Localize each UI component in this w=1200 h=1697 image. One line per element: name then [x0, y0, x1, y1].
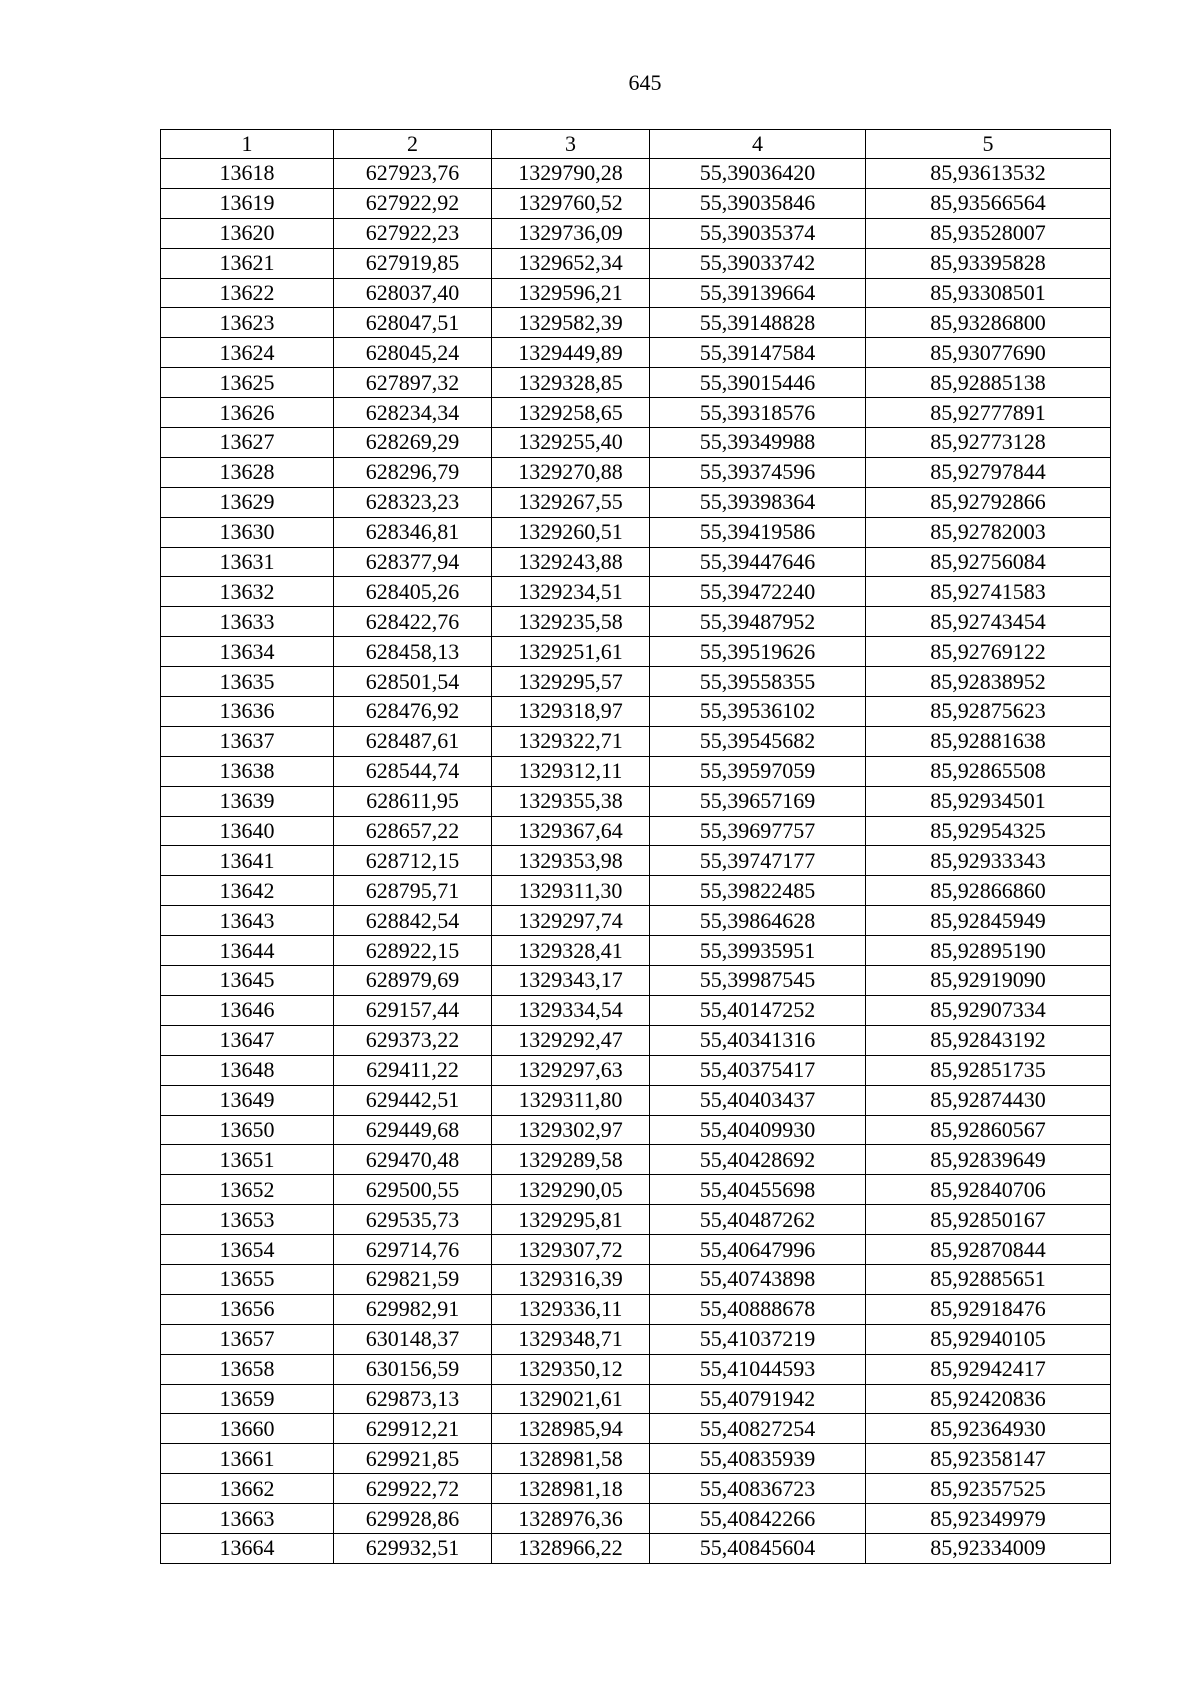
table-cell: 1329295,81 — [492, 1205, 650, 1235]
table-cell: 13650 — [161, 1115, 334, 1145]
table-cell: 13620 — [161, 218, 334, 248]
table-cell: 85,92919090 — [866, 966, 1111, 996]
table-cell: 629449,68 — [334, 1115, 492, 1145]
table-cell: 1329790,28 — [492, 159, 650, 189]
table-cell: 13645 — [161, 966, 334, 996]
table-row — [161, 1354, 1111, 1384]
table-cell: 629928,86 — [334, 1504, 492, 1534]
table-cell: 85,92874430 — [866, 1085, 1111, 1115]
table-cell: 1329311,80 — [492, 1085, 650, 1115]
table-cell: 85,92933343 — [866, 846, 1111, 876]
table-cell: 85,93077690 — [866, 338, 1111, 368]
table-cell: 85,92885138 — [866, 368, 1111, 398]
table-cell: 55,39597059 — [650, 756, 866, 786]
table-row — [161, 966, 1111, 996]
table-cell: 627897,32 — [334, 368, 492, 398]
table-row — [161, 547, 1111, 577]
table-cell: 1329336,11 — [492, 1294, 650, 1324]
table-cell: 85,92839649 — [866, 1145, 1111, 1175]
table-cell: 55,39864628 — [650, 906, 866, 936]
table-cell: 13664 — [161, 1533, 334, 1563]
table-cell: 1329343,17 — [492, 966, 650, 996]
table-row — [161, 1235, 1111, 1265]
table-row — [161, 995, 1111, 1025]
column-header: 3 — [492, 130, 650, 159]
table-cell: 1329243,88 — [492, 547, 650, 577]
table-cell: 55,40827254 — [650, 1414, 866, 1444]
table-cell: 85,93395828 — [866, 248, 1111, 278]
table-cell: 1329355,38 — [492, 786, 650, 816]
column-header: 4 — [650, 130, 866, 159]
table-cell: 85,92420836 — [866, 1384, 1111, 1414]
table-cell: 55,39657169 — [650, 786, 866, 816]
table-cell: 85,92741583 — [866, 577, 1111, 607]
table-cell: 85,92838952 — [866, 667, 1111, 697]
table-cell: 55,40455698 — [650, 1175, 866, 1205]
table-cell: 628047,51 — [334, 308, 492, 338]
table-cell: 1328966,22 — [492, 1533, 650, 1563]
table-cell: 1329318,97 — [492, 697, 650, 727]
table-cell: 85,92870844 — [866, 1235, 1111, 1265]
table-cell: 55,39398364 — [650, 487, 866, 517]
table-cell: 13651 — [161, 1145, 334, 1175]
table-cell: 1329760,52 — [492, 188, 650, 218]
table-cell: 629912,21 — [334, 1414, 492, 1444]
table-cell: 13654 — [161, 1235, 334, 1265]
table-row — [161, 188, 1111, 218]
table-cell: 85,92792866 — [866, 487, 1111, 517]
table-cell: 13634 — [161, 637, 334, 667]
table-cell: 13621 — [161, 248, 334, 278]
table-cell: 628487,61 — [334, 726, 492, 756]
table-cell: 55,39033742 — [650, 248, 866, 278]
table-cell: 85,93286800 — [866, 308, 1111, 338]
table-cell: 85,92334009 — [866, 1533, 1111, 1563]
table-cell: 629500,55 — [334, 1175, 492, 1205]
table-cell: 55,39349988 — [650, 428, 866, 458]
table-cell: 629932,51 — [334, 1533, 492, 1563]
table-cell: 1329328,41 — [492, 936, 650, 966]
table-cell: 13628 — [161, 457, 334, 487]
table-cell: 13625 — [161, 368, 334, 398]
table-cell: 629921,85 — [334, 1444, 492, 1474]
table-cell: 627922,92 — [334, 188, 492, 218]
table-row — [161, 697, 1111, 727]
table-cell: 55,39036420 — [650, 159, 866, 189]
table-row — [161, 816, 1111, 846]
table-cell: 1329290,05 — [492, 1175, 650, 1205]
table-row — [161, 159, 1111, 189]
table-cell: 1329251,61 — [492, 637, 650, 667]
table-cell: 55,39697757 — [650, 816, 866, 846]
table-cell: 85,92850167 — [866, 1205, 1111, 1235]
table-row — [161, 1384, 1111, 1414]
coordinates-table — [160, 129, 1111, 1564]
table-cell: 85,92769122 — [866, 637, 1111, 667]
table-cell: 13629 — [161, 487, 334, 517]
table-cell: 13643 — [161, 906, 334, 936]
table-cell: 85,92845949 — [866, 906, 1111, 936]
table-cell: 13641 — [161, 846, 334, 876]
table-row — [161, 1025, 1111, 1055]
table-cell: 1329582,39 — [492, 308, 650, 338]
table-cell: 1328976,36 — [492, 1504, 650, 1534]
table-cell: 13638 — [161, 756, 334, 786]
table-row — [161, 218, 1111, 248]
table-cell: 85,92885651 — [866, 1264, 1111, 1294]
table-cell: 1329328,85 — [492, 368, 650, 398]
table-row — [161, 637, 1111, 667]
table-cell: 55,39987545 — [650, 966, 866, 996]
table-row — [161, 667, 1111, 697]
table-cell: 628544,74 — [334, 756, 492, 786]
table-row — [161, 278, 1111, 308]
table-cell: 628346,81 — [334, 517, 492, 547]
table-cell: 1329258,65 — [492, 398, 650, 428]
table-row — [161, 1533, 1111, 1563]
table-cell: 55,39447646 — [650, 547, 866, 577]
table-cell: 628712,15 — [334, 846, 492, 876]
table-cell: 13630 — [161, 517, 334, 547]
table-cell: 13642 — [161, 876, 334, 906]
table-cell: 13637 — [161, 726, 334, 756]
table-cell: 85,92881638 — [866, 726, 1111, 756]
table-cell: 85,93613532 — [866, 159, 1111, 189]
table-cell: 1329235,58 — [492, 607, 650, 637]
header-row — [161, 130, 1111, 159]
table-cell: 13659 — [161, 1384, 334, 1414]
table-cell: 1329311,30 — [492, 876, 650, 906]
table-cell: 55,41037219 — [650, 1324, 866, 1354]
table-cell: 13648 — [161, 1055, 334, 1085]
table-cell: 1329297,63 — [492, 1055, 650, 1085]
table-cell: 629373,22 — [334, 1025, 492, 1055]
table-row — [161, 398, 1111, 428]
table-cell: 85,92777891 — [866, 398, 1111, 428]
table-cell: 85,92364930 — [866, 1414, 1111, 1444]
table-cell: 628842,54 — [334, 906, 492, 936]
table-cell: 55,39519626 — [650, 637, 866, 667]
table-row — [161, 487, 1111, 517]
table-row — [161, 1175, 1111, 1205]
table-cell: 13661 — [161, 1444, 334, 1474]
table-cell: 13644 — [161, 936, 334, 966]
table-cell: 55,39148828 — [650, 308, 866, 338]
table-cell: 1329234,51 — [492, 577, 650, 607]
table-row — [161, 577, 1111, 607]
table-cell: 55,39487952 — [650, 607, 866, 637]
table-cell: 13619 — [161, 188, 334, 218]
table-cell: 1329270,88 — [492, 457, 650, 487]
table-cell: 628045,24 — [334, 338, 492, 368]
table-cell: 628611,95 — [334, 786, 492, 816]
table-cell: 85,92866860 — [866, 876, 1111, 906]
table-cell: 85,92773128 — [866, 428, 1111, 458]
table-cell: 55,39035374 — [650, 218, 866, 248]
table-cell: 630156,59 — [334, 1354, 492, 1384]
table-row — [161, 338, 1111, 368]
table-cell: 55,39935951 — [650, 936, 866, 966]
table-cell: 628234,34 — [334, 398, 492, 428]
table-cell: 629442,51 — [334, 1085, 492, 1115]
table-cell: 55,40487262 — [650, 1205, 866, 1235]
table-cell: 1328981,18 — [492, 1474, 650, 1504]
table-cell: 629873,13 — [334, 1384, 492, 1414]
table-cell: 85,92743454 — [866, 607, 1111, 637]
table-row — [161, 1115, 1111, 1145]
table-cell: 13649 — [161, 1085, 334, 1115]
table-cell: 85,92797844 — [866, 457, 1111, 487]
table-row — [161, 428, 1111, 458]
table-cell: 1329021,61 — [492, 1384, 650, 1414]
table-cell: 55,40836723 — [650, 1474, 866, 1504]
table-cell: 55,40845604 — [650, 1533, 866, 1563]
table-cell: 85,92940105 — [866, 1324, 1111, 1354]
table-cell: 55,40835939 — [650, 1444, 866, 1474]
table-cell: 55,40842266 — [650, 1504, 866, 1534]
table-cell: 13663 — [161, 1504, 334, 1534]
table-cell: 55,40403437 — [650, 1085, 866, 1115]
table-cell: 85,92756084 — [866, 547, 1111, 577]
table-cell: 630148,37 — [334, 1324, 492, 1354]
table-cell: 85,92918476 — [866, 1294, 1111, 1324]
column-header: 1 — [161, 130, 334, 159]
table-cell: 13656 — [161, 1294, 334, 1324]
table-cell: 13646 — [161, 995, 334, 1025]
table-cell: 13652 — [161, 1175, 334, 1205]
table-row — [161, 1414, 1111, 1444]
page-number: 645 — [628, 70, 662, 95]
table-cell: 1329322,71 — [492, 726, 650, 756]
table-row — [161, 1085, 1111, 1115]
table-cell: 13627 — [161, 428, 334, 458]
table-cell: 85,93566564 — [866, 188, 1111, 218]
table-cell: 1329260,51 — [492, 517, 650, 547]
table-cell: 55,40791942 — [650, 1384, 866, 1414]
table-cell: 629821,59 — [334, 1264, 492, 1294]
table-cell: 13636 — [161, 697, 334, 727]
table-cell: 13631 — [161, 547, 334, 577]
table-cell: 85,92357525 — [866, 1474, 1111, 1504]
table-cell: 85,92942417 — [866, 1354, 1111, 1384]
table-row — [161, 1055, 1111, 1085]
table-cell: 13647 — [161, 1025, 334, 1055]
table-row — [161, 876, 1111, 906]
table-cell: 55,39822485 — [650, 876, 866, 906]
table-cell: 55,40375417 — [650, 1055, 866, 1085]
table-row — [161, 1474, 1111, 1504]
table-row — [161, 1294, 1111, 1324]
table-cell: 1328981,58 — [492, 1444, 650, 1474]
table-row — [161, 1324, 1111, 1354]
table-cell: 627919,85 — [334, 248, 492, 278]
table-cell: 13639 — [161, 786, 334, 816]
table-cell: 1329348,71 — [492, 1324, 650, 1354]
table-row — [161, 368, 1111, 398]
table-cell: 1329312,11 — [492, 756, 650, 786]
table-cell: 55,39015446 — [650, 368, 866, 398]
table-cell: 55,40147252 — [650, 995, 866, 1025]
table-cell: 1329267,55 — [492, 487, 650, 517]
table-row — [161, 1444, 1111, 1474]
table-cell: 629535,73 — [334, 1205, 492, 1235]
table-cell: 13624 — [161, 338, 334, 368]
table-cell: 627923,76 — [334, 159, 492, 189]
table-cell: 85,92843192 — [866, 1025, 1111, 1055]
table-row — [161, 726, 1111, 756]
table-row — [161, 906, 1111, 936]
table-cell: 13632 — [161, 577, 334, 607]
table-cell: 1329367,64 — [492, 816, 650, 846]
table-row — [161, 607, 1111, 637]
table-cell: 13653 — [161, 1205, 334, 1235]
table-cell: 628269,29 — [334, 428, 492, 458]
table-cell: 628296,79 — [334, 457, 492, 487]
table-cell: 629157,44 — [334, 995, 492, 1025]
table-cell: 13658 — [161, 1354, 334, 1384]
table-cell: 85,92954325 — [866, 816, 1111, 846]
table-row — [161, 517, 1111, 547]
table-cell: 13640 — [161, 816, 334, 846]
table-cell: 1329596,21 — [492, 278, 650, 308]
table-body — [161, 130, 1111, 1564]
table-row — [161, 1205, 1111, 1235]
table-row — [161, 786, 1111, 816]
table-cell: 55,40409930 — [650, 1115, 866, 1145]
table-cell: 629411,22 — [334, 1055, 492, 1085]
table-cell: 1329334,54 — [492, 995, 650, 1025]
table-cell: 85,92840706 — [866, 1175, 1111, 1205]
table-cell: 1329350,12 — [492, 1354, 650, 1384]
column-header: 2 — [334, 130, 492, 159]
table-cell: 1329289,58 — [492, 1145, 650, 1175]
table-cell: 55,39472240 — [650, 577, 866, 607]
table-cell: 628657,22 — [334, 816, 492, 846]
table-cell: 628422,76 — [334, 607, 492, 637]
table-cell: 629922,72 — [334, 1474, 492, 1504]
table-cell: 85,92934501 — [866, 786, 1111, 816]
table-cell: 85,92907334 — [866, 995, 1111, 1025]
table-cell: 55,40888678 — [650, 1294, 866, 1324]
table-cell: 628458,13 — [334, 637, 492, 667]
table-cell: 13657 — [161, 1324, 334, 1354]
table-cell: 628979,69 — [334, 966, 492, 996]
table-cell: 85,92349979 — [866, 1504, 1111, 1534]
table-cell: 55,40428692 — [650, 1145, 866, 1175]
table-row — [161, 936, 1111, 966]
table-row — [161, 1145, 1111, 1175]
table-cell: 85,92358147 — [866, 1444, 1111, 1474]
table-cell: 628795,71 — [334, 876, 492, 906]
table-cell: 1329316,39 — [492, 1264, 650, 1294]
table-row — [161, 457, 1111, 487]
table-cell: 13662 — [161, 1474, 334, 1504]
table-cell: 85,92851735 — [866, 1055, 1111, 1085]
table-row — [161, 248, 1111, 278]
table-cell: 1328985,94 — [492, 1414, 650, 1444]
table-cell: 628405,26 — [334, 577, 492, 607]
table-cell: 55,40647996 — [650, 1235, 866, 1265]
table-cell: 1329302,97 — [492, 1115, 650, 1145]
table-cell: 55,39374596 — [650, 457, 866, 487]
table-cell: 55,39558355 — [650, 667, 866, 697]
table-cell: 1329652,34 — [492, 248, 650, 278]
column-header: 5 — [866, 130, 1111, 159]
table-cell: 628476,92 — [334, 697, 492, 727]
table-cell: 13618 — [161, 159, 334, 189]
table-cell: 629470,48 — [334, 1145, 492, 1175]
table-cell: 55,39035846 — [650, 188, 866, 218]
table-cell: 13635 — [161, 667, 334, 697]
table-cell: 85,93528007 — [866, 218, 1111, 248]
table-row — [161, 308, 1111, 338]
table-cell: 1329295,57 — [492, 667, 650, 697]
table-row — [161, 846, 1111, 876]
table-cell: 55,39545682 — [650, 726, 866, 756]
table-cell: 85,92875623 — [866, 697, 1111, 727]
table-cell: 85,93308501 — [866, 278, 1111, 308]
table-cell: 85,92782003 — [866, 517, 1111, 547]
table-cell: 628323,23 — [334, 487, 492, 517]
table-cell: 627922,23 — [334, 218, 492, 248]
table-cell: 85,92860567 — [866, 1115, 1111, 1145]
table-cell: 13655 — [161, 1264, 334, 1294]
table-cell: 55,39747177 — [650, 846, 866, 876]
table-cell: 1329297,74 — [492, 906, 650, 936]
table-cell: 1329255,40 — [492, 428, 650, 458]
table-cell: 1329307,72 — [492, 1235, 650, 1265]
table-row — [161, 1504, 1111, 1534]
table-cell: 1329736,09 — [492, 218, 650, 248]
table-cell: 13660 — [161, 1414, 334, 1444]
table-cell: 13633 — [161, 607, 334, 637]
table-cell: 55,41044593 — [650, 1354, 866, 1384]
table-cell: 628922,15 — [334, 936, 492, 966]
table-cell: 55,39536102 — [650, 697, 866, 727]
table-cell: 55,40341316 — [650, 1025, 866, 1055]
table-row — [161, 1264, 1111, 1294]
table-cell: 55,39318576 — [650, 398, 866, 428]
table-cell: 55,39419586 — [650, 517, 866, 547]
table-cell: 1329292,47 — [492, 1025, 650, 1055]
table-cell: 628037,40 — [334, 278, 492, 308]
table-cell: 13623 — [161, 308, 334, 338]
table-cell: 628501,54 — [334, 667, 492, 697]
table-cell: 1329449,89 — [492, 338, 650, 368]
table-cell: 55,39139664 — [650, 278, 866, 308]
table-cell: 13626 — [161, 398, 334, 428]
table-cell: 13622 — [161, 278, 334, 308]
table-row — [161, 756, 1111, 786]
table-cell: 1329353,98 — [492, 846, 650, 876]
table-cell: 85,92895190 — [866, 936, 1111, 966]
table-cell: 629714,76 — [334, 1235, 492, 1265]
table-cell: 55,40743898 — [650, 1264, 866, 1294]
table-cell: 55,39147584 — [650, 338, 866, 368]
table-cell: 628377,94 — [334, 547, 492, 577]
table-cell: 629982,91 — [334, 1294, 492, 1324]
table-cell: 85,92865508 — [866, 756, 1111, 786]
